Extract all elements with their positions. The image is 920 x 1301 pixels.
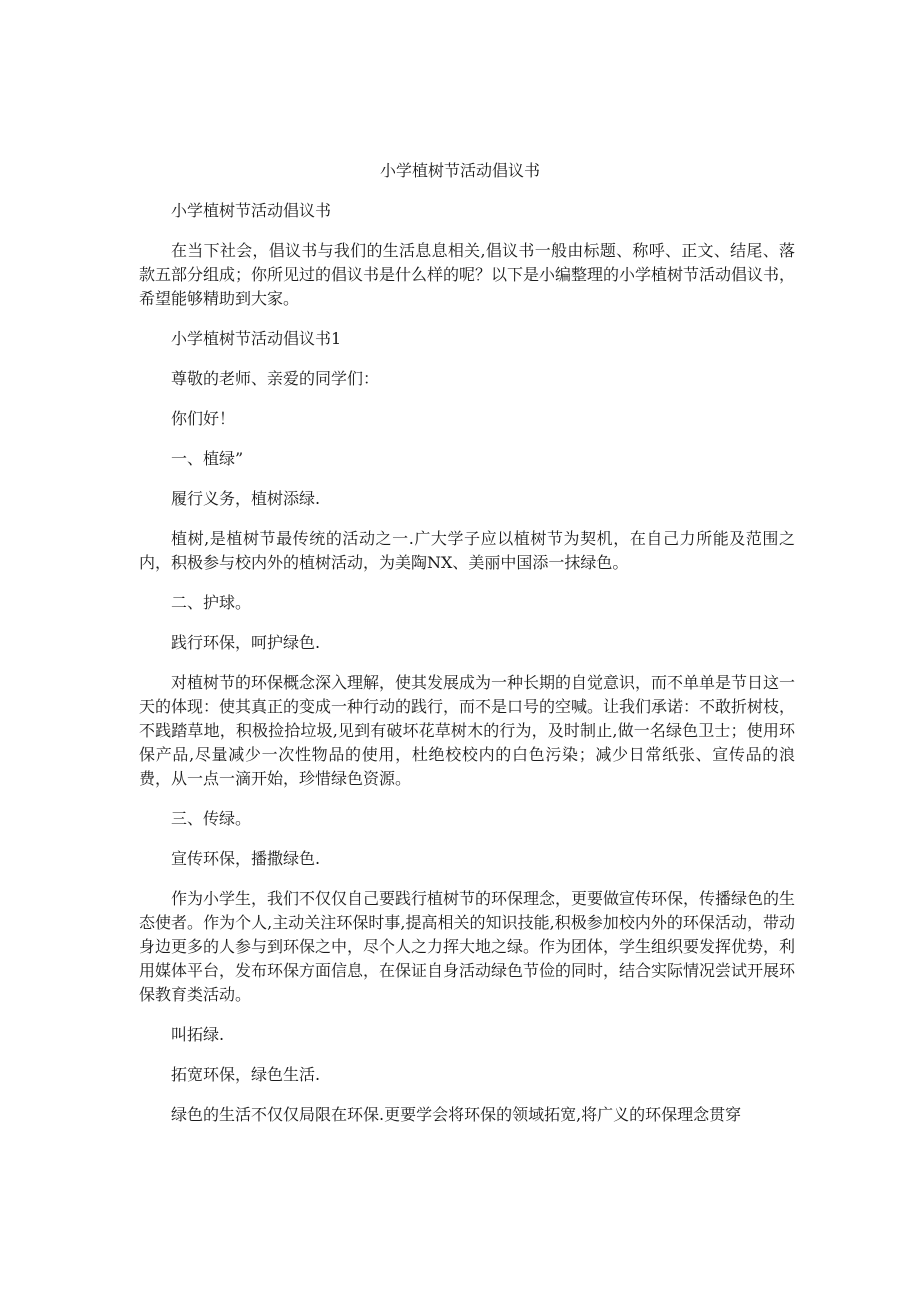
paragraph-body-3: 作为小学生，我们不仅仅自己要践行植树节的环保理念，更要做宣传环保，传播绿色的生态使者。作为个人,主动关注环保时事,提高相关的知识技能,积极参加校内外的环保活动，带动身边更多的人参与到环保之中，尽个人之力挥大地之绿。作为团体，学生组织要发挥优势，利用媒体平台，发布环保方面信息，在保证自身活动绿色节俭的同时，结合实际情况尝试开展环保教育类活动。 [139, 889, 796, 1004]
paragraph-greeting: 你们好！ [171, 409, 236, 428]
paragraph-subheading-4: 拓宽环保，绿色生活. [171, 1065, 321, 1084]
paragraph-subtitle: 小学植树节活动倡议书 [171, 201, 332, 220]
paragraph-heading-1: 一、植绿” [171, 449, 244, 468]
paragraph-section-heading: 小学植树节活动倡议书1 [171, 329, 342, 348]
paragraph-intro: 在当下社会，倡议书与我们的生活息息相关,倡议书一般由标题、称呼、正文、结尾、落款五部分组成；你所见过的倡议书是什么样的呢？以下是小编整理的小学植树节活动倡议书，希望能够精助到大家。 [139, 241, 796, 308]
paragraph-body-1: 植树,是植树节最传统的活动之一.广大学子应以植树节为契机，在自己力所能及范围之内，积极参与校内外的植树活动，为美陶NX、美丽中国添一抹绿色。 [139, 529, 795, 572]
paragraph-subheading-2: 践行环保，呵护绿色. [171, 633, 321, 652]
document-title: 小学植树节活动倡议书 [379, 161, 540, 180]
paragraph-body-2: 对植树节的环保概念深入理解，使其发展成为一种长期的自觉意识，而不单单是节日这一天的体现：使其真正的变成一种行动的践行，而不是口号的空喊。让我们承诺：不敢折树枝，不践踏草地，积极捡拾垃圾,见到有破坏花草树木的行为，及时制止,做一名绿色卫士；使用环保产品,尽量减少一次性物品的使用，杜绝校校内的白色污染；减少日常纸张、宣传品的浪费，从一点一滴开始，珍惜绿色资源。 [139, 673, 796, 788]
document-body [139, 199, 795, 1143]
paragraph-subheading-3: 宣传环保，播撒绿色. [171, 849, 321, 868]
paragraph-heading-2: 二、护球。 [171, 593, 252, 612]
paragraph-body-4: 绿色的生活不仅仅局限在环保.更要学会将环保的领域拓宽,将广义的环保理念贯穿 [171, 1105, 742, 1124]
paragraph-heading-4: 叫拓绿. [171, 1025, 225, 1044]
paragraph-salutation: 尊敬的老师、亲爱的同学们： [171, 369, 380, 388]
paragraph-subheading-1: 履行义务，植树添绿. [171, 489, 321, 508]
paragraph-heading-3: 三、传绿。 [171, 809, 252, 828]
